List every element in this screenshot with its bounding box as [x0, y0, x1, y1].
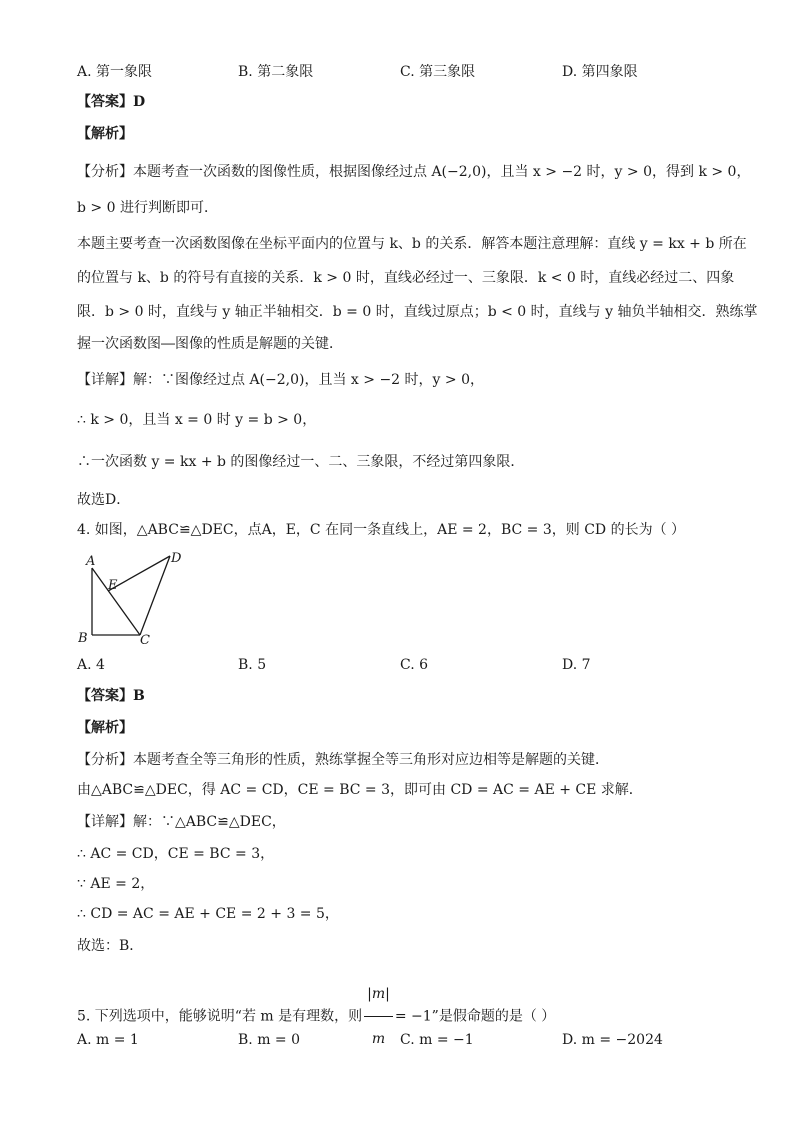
q4-option-b: B. 5: [238, 657, 267, 673]
q3-explanation-line-2: 的位置与 k、b 的符号有直接的关系．k > 0 时，直线必经过一、三象限．k < 0 时，直线必经过二、四象: [77, 270, 735, 286]
q4-detail-line-4: ∴ CD = AC = AE + CE = 2 + 3 = 5，: [77, 906, 339, 922]
q4-analysis-line: 【分析】本题考查全等三角形的性质，熟练掌握全等三角形对应边相等是解题的关键．: [77, 752, 609, 768]
q4-answer: 【答案】B: [77, 688, 145, 704]
q5-fraction-denominator: m: [371, 1031, 386, 1047]
q3-option-d: D. 第四象限: [562, 64, 638, 80]
q3-option-a: A. 第一象限: [77, 64, 153, 80]
q4-option-d: D. 7: [562, 657, 591, 673]
q3-conclusion: 故选D．: [77, 492, 131, 508]
q3-detail-line-2: ∴ k > 0，且当 x = 0 时 y = b > 0，: [77, 412, 317, 428]
q4-option-c: C. 6: [400, 657, 429, 673]
segment-cd: [140, 556, 170, 635]
q4-analysis-heading: 【解析】: [77, 720, 133, 736]
q5-stem-after: = −1”是假命题的是（ ）: [394, 1008, 556, 1025]
q4-stem: 4. 如图，△ABC≌△DEC，点A，E，C 在同一条直线上，AE = 2，BC = 3，则 CD 的长为（ ）: [77, 522, 686, 538]
label-b: B: [78, 631, 88, 646]
q3-analysis-heading: 【解析】: [77, 126, 133, 142]
q5-fraction-numerator: |m|: [364, 972, 393, 1017]
q5-option-b: B. m = 0: [238, 1032, 301, 1048]
q5-stem: [77, 972, 555, 1061]
q4-detail-line-3: ∵ AE = 2，: [77, 876, 155, 892]
q4-option-a: A. 4: [77, 657, 105, 673]
q4-detail-line-1: 【详解】解：∵△ABC≌△DEC，: [77, 814, 286, 830]
label-e: E: [108, 578, 118, 593]
q5-option-d: D. m = −2024: [562, 1032, 663, 1048]
q4-triangle-figure: [78, 548, 188, 648]
q3-detail-line-3: ∴一次函数 y = kx + b 的图像经过一、二、三象限，不经过第四象限．: [77, 454, 525, 470]
q3-option-b: B. 第二象限: [238, 64, 314, 80]
label-c: C: [140, 633, 150, 648]
q3-explanation-line-4: 握一次函数图―图像的性质是解题的关键．: [77, 336, 343, 352]
q3-detail-line-1: 【详解】解：∵图像经过点 A(−2,0)，且当 x > −2 时，y > 0，: [77, 372, 484, 388]
q3-analysis-line-2: b > 0 进行判断即可．: [77, 200, 218, 216]
q4-detail-line-2: ∴ AC = CD，CE = BC = 3，: [77, 846, 275, 862]
label-a: A: [86, 554, 96, 569]
q3-option-c: C. 第三象限: [400, 64, 476, 80]
label-d: D: [171, 551, 182, 566]
q3-analysis-line-1: 【分析】本题考查一次函数的图像性质，根据图像经过点 A(−2,0)，且当 x > −2 时，y > 0，得到 k > 0，: [77, 164, 751, 180]
q3-explanation-line-1: 本题主要考查一次函数图像在坐标平面内的位置与 k、b 的关系．解答本题注意理解：直线 y = kx + b 所在: [77, 236, 747, 252]
q3-explanation-line-3: 限．b > 0 时，直线与 y 轴正半轴相交．b = 0 时，直线过原点；b < 0 时，直线与 y 轴负半轴相交．熟练掌: [77, 304, 758, 320]
q4-reasoning-line: 由△ABC≌△DEC，得 AC = CD，CE = BC = 3，即可由 CD = AC = AE + CE 求解．: [77, 782, 643, 798]
q5-option-c: C. m = −1: [400, 1032, 474, 1048]
q4-conclusion: 故选：B．: [77, 938, 144, 954]
q5-stem-before: 5. 下列选项中，能够说明“若 m 是有理数，则: [77, 1008, 363, 1025]
q5-option-a: A. m = 1: [77, 1032, 139, 1048]
q5-fraction: [364, 972, 393, 1061]
q3-answer: 【答案】D: [77, 94, 146, 110]
